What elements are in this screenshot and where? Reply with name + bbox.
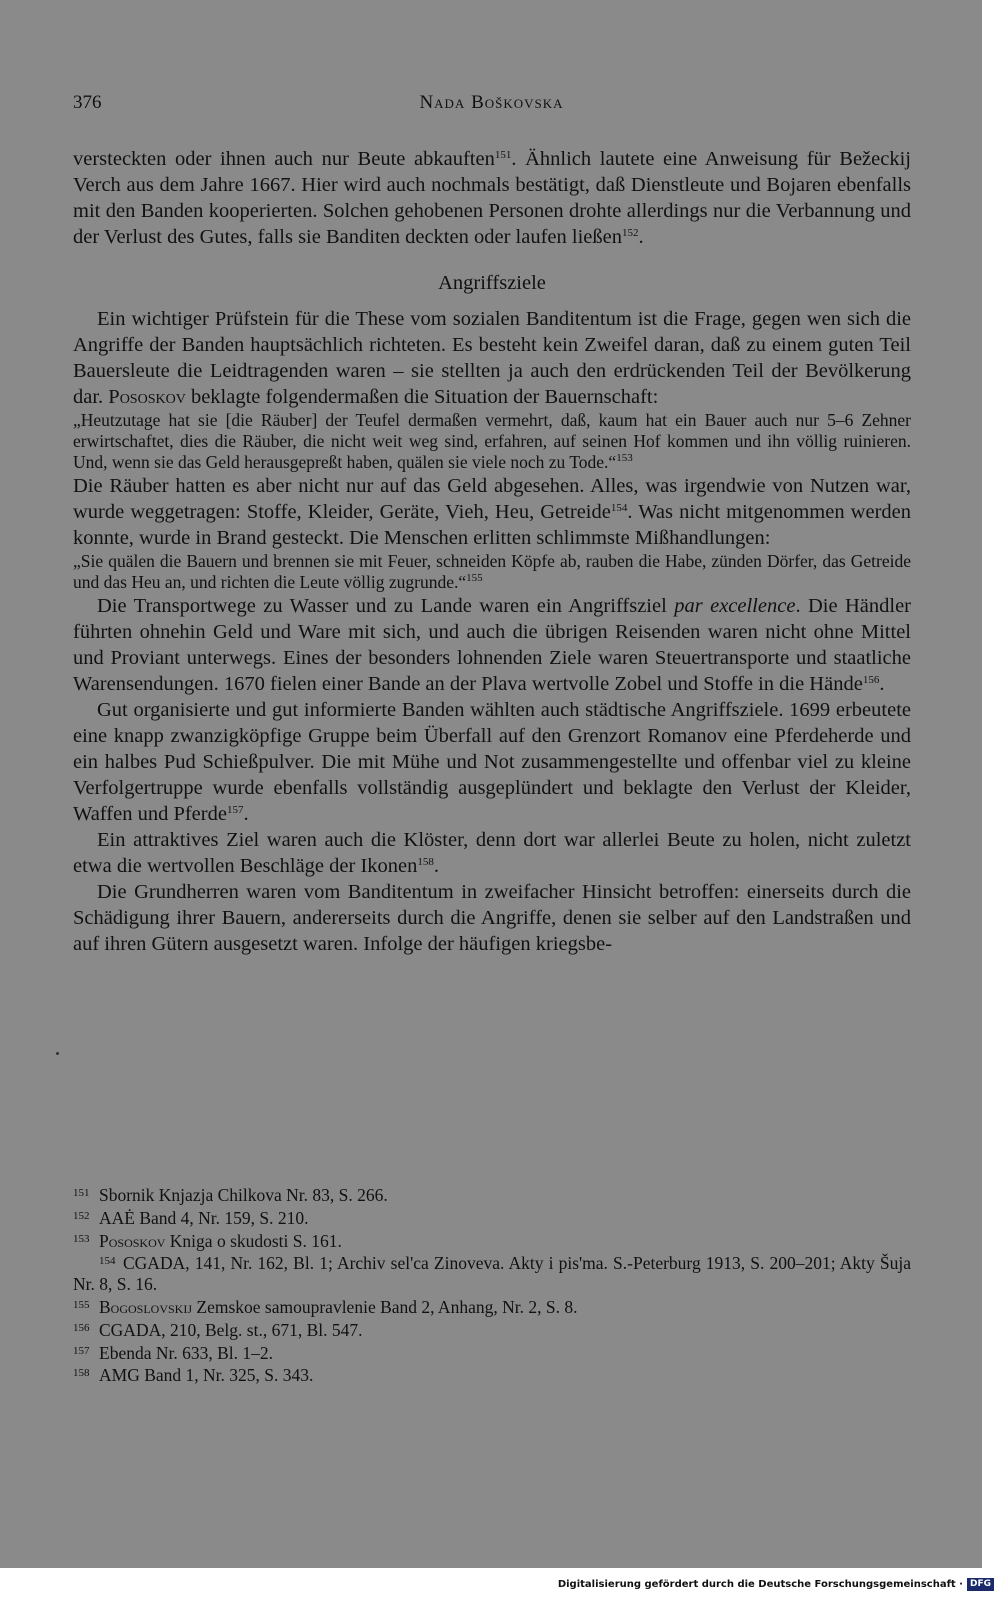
- footnote-ref-151[interactable]: 151: [494, 149, 512, 161]
- paragraph-2: [73, 306, 911, 410]
- text: . Ähnlich lautete eine Anweisung für Bežeckij Verch aus dem Jahre 1667. Hier wird auch nochmals bestätigt, daß Dienstleute und Bojaren ebenfalls mit den Banden kooperierten. Solchen gehobenen Personen drohte allerdings nur die Verbannung und der Verlust des Gutes, falls sie Banditen deckten oder laufen ließen: [73, 148, 911, 248]
- footnote-text: AAĖ Band 4, Nr. 159, S. 210.: [99, 1207, 309, 1228]
- text: Gut organisierte und gut informierte Banden wählten auch städtische Angriffsziele. 1699 erbeutete eine knapp zwanzigköpfige Gruppe beim Überfall auf den Grenzort Romanov eine Pferdeherde und ein halbes Pud Schießpulver. Die mit Mühe und Not zusammengestellte und offenbar viel zu kleine Verfolgertruppe wurde ebenfalls vollständig ausgeplündert und beklagte den Verlust der Kleider, Waffen und Pferde: [73, 699, 911, 825]
- digitization-footer: [558, 1575, 994, 1593]
- footnotes: [73, 1183, 911, 1386]
- paragraph-3: [73, 473, 911, 551]
- emphasis: par excellence: [674, 595, 796, 617]
- paragraph-7: Die Grundherren waren vom Banditentum in zweifacher Hinsicht betroffen: einerseits durch die Schädigung ihrer Bauern, andererseits durch die Angriffe, denen sie selber auf den Landstraßen und auf ihren Gütern ausgesetzt waren. Infolge der häufigen kriegsbe-: [73, 881, 911, 955]
- text: „Heutzutage hat sie [die Räuber] der Teufel dermaßen vermehrt, daß, kaum hat ein Bauer auch nur 5–6 Zehner erwirtschaftet, dies die Räuber, die nicht weit weg sind, erfahren, auf seinen Hof kommen und ihn völlig ruinieren. Und, wenn sie das Geld herausgepreßt haben, quälen sie viele noch zu Tode.“: [73, 410, 911, 472]
- text: .: [879, 673, 885, 695]
- text: Ein attraktives Ziel waren auch die Klöster, denn dort war allerlei Beute zu holen, nicht zuletzt etwa die wertvollen Beschläge der Ikonen: [73, 829, 911, 877]
- scan-speck: [56, 1052, 59, 1055]
- footnote-ref-157[interactable]: 157: [226, 804, 244, 816]
- text: „Sie quälen die Bauern und brennen sie mit Feuer, schneiden Köpfe ab, rauben die Habe, zünden Dörfer, das Getreide und das Heu an, und richten die Leute völlig zugrunde.“: [73, 551, 911, 592]
- footnote-number: 154: [99, 1255, 116, 1268]
- paragraph-5: [73, 697, 911, 827]
- footnote-text: Sbornik Knjazja Chilkova Nr. 83, S. 266.: [99, 1185, 388, 1205]
- footnote-ref-156[interactable]: 156: [862, 674, 880, 686]
- footnote-number: 156: [73, 1321, 90, 1334]
- footnote-number: 157: [73, 1344, 90, 1357]
- block-quote-2: [73, 551, 911, 593]
- footnote-153: [73, 1229, 911, 1252]
- footnote-158: [73, 1363, 911, 1386]
- text: .: [243, 803, 249, 825]
- footnote-157: [73, 1341, 911, 1364]
- footnote-text: Zemskoe samoupravlenie Band 2, Anhang, Nr. 2, S. 8.: [192, 1296, 578, 1317]
- text: beklagte folgendermaßen die Situation der Bauernschaft:: [185, 386, 659, 408]
- text: Ein wichtiger Prüfstein für die These vom sozialen Banditentum ist die Frage, gegen wen sich die Angriffe der Banden hauptsächlich richteten. Es besteht kein Zweifel daran, daß zu einem guten Teil Bauersleute die Leidtragenden waren – sie stellten ja auch den erdrückenden Teil der Bevölkerung dar.: [73, 308, 911, 408]
- footnote-151: [73, 1183, 911, 1206]
- footnote-ref-155[interactable]: 155: [466, 572, 483, 584]
- paragraph-4: [73, 593, 911, 697]
- text: versteckten oder ihnen auch nur Beute abkauften: [73, 148, 495, 170]
- footnote-number: 152: [73, 1209, 90, 1222]
- text: . Die Händler führten ohnehin Geld und Ware mit sich, und auch die übrigen Reisenden waren nicht ohne Mittel und Proviant unterwegs. Eines der besonders lohnenden Ziele waren Steuertransporte und staatliche Warensendungen. 1670 fielen einer Bande an der Plava wertvolle Zobel und Stoffe in die Hände: [73, 595, 912, 695]
- author-name: Bogoslovskij: [99, 1296, 193, 1317]
- text: Die Transportwege zu Wasser und zu Lande waren ein Angriffsziel: [97, 595, 675, 617]
- page-header: [73, 92, 910, 120]
- author-name: Pososkov: [99, 1230, 166, 1251]
- footer-text: Digitalisierung gefördert durch die Deutsche Forschungsgemeinschaft ·: [557, 1578, 963, 1590]
- section-heading: Angriffsziele: [438, 272, 546, 294]
- footnote-text: AMG Band 1, Nr. 325, S. 343.: [99, 1365, 314, 1386]
- footnote-152: [73, 1206, 911, 1229]
- footnote-ref-152[interactable]: 152: [621, 227, 639, 239]
- footnote-154: [73, 1251, 911, 1295]
- body-text: [73, 146, 911, 957]
- block-quote-1: [73, 410, 911, 473]
- text: . Was nicht mitgenommen werden konnte, wurde in Brand gesteckt. Die Menschen erlitten schlimmste Mißhandlungen:: [73, 501, 911, 549]
- footnote-text: CGADA, 141, Nr. 162, Bl. 1; Archiv sel'ca Zinoveva. Akty i pis'ma. S.-Peterburg 1913, S. 200–201; Akty Šuja Nr. 8, S. 16.: [73, 1253, 911, 1295]
- page-number: 376: [73, 92, 102, 113]
- paragraph-1: [73, 146, 911, 250]
- footnote-156: [73, 1318, 911, 1341]
- footnote-ref-153[interactable]: 153: [616, 452, 633, 464]
- running-head: Nada Boškovska: [419, 92, 564, 113]
- footnote-number: 158: [73, 1367, 90, 1380]
- paragraph-6: [73, 827, 911, 879]
- footnote-ref-154[interactable]: 154: [610, 502, 628, 514]
- text: Die Räuber hatten es aber nicht nur auf das Geld abgesehen. Alles, was irgendwie von Nutzen war, wurde weggetragen: Stoffe, Kleider, Geräte, Vieh, Heu, Getreide: [73, 475, 911, 523]
- footnote-text: CGADA, 210, Belg. st., 671, Bl. 547.: [99, 1319, 363, 1340]
- footnote-155: [73, 1295, 911, 1318]
- footnote-number: 155: [73, 1298, 90, 1311]
- text: .: [638, 226, 644, 248]
- footnote-ref-158[interactable]: 158: [417, 856, 434, 868]
- footnote-text: Ebenda Nr. 633, Bl. 1–2.: [99, 1342, 274, 1363]
- dfg-logo-icon[interactable]: DFG: [967, 1578, 994, 1591]
- author-name: Pososkov: [108, 386, 186, 408]
- footnote-number: 153: [73, 1232, 90, 1245]
- text: .: [433, 855, 440, 877]
- footnote-text: Kniga o skudosti S. 161.: [165, 1230, 342, 1251]
- footnote-number: 151: [73, 1187, 90, 1199]
